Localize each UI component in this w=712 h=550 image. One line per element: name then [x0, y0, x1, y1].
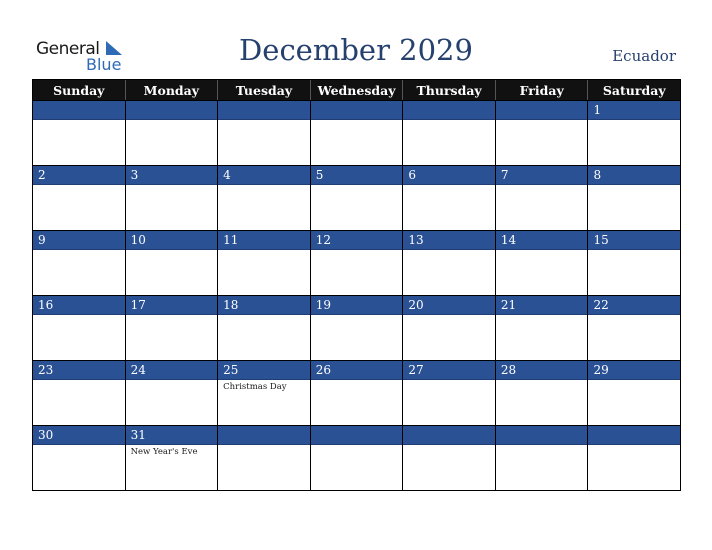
day-cell [588, 101, 680, 165]
day-event [33, 315, 125, 360]
day-cell [126, 101, 219, 165]
day-event [403, 315, 495, 360]
day-cell [311, 166, 404, 230]
day-event [403, 250, 495, 295]
day-number [311, 426, 403, 445]
day-event [33, 185, 125, 230]
day-number: 10 [126, 231, 218, 250]
day-event [403, 185, 495, 230]
weekday-header: Saturday [602, 82, 666, 98]
day-cell [496, 166, 589, 230]
day-event [218, 315, 310, 360]
day-event [588, 380, 680, 425]
day-event: New Year's Eve [130, 447, 198, 457]
day-event [496, 380, 588, 425]
day-event [33, 445, 125, 490]
day-event [33, 120, 125, 165]
day-cell [311, 296, 404, 360]
day-number [496, 101, 588, 120]
day-cell [311, 101, 404, 165]
day-event [126, 315, 218, 360]
day-event [496, 120, 588, 165]
day-event [126, 250, 218, 295]
day-cell [33, 101, 126, 165]
day-number: 25 [218, 361, 310, 380]
day-number [588, 426, 680, 445]
day-number: 26 [311, 361, 403, 380]
day-cell [33, 231, 126, 295]
day-number: 27 [403, 361, 495, 380]
day-cell [126, 231, 219, 295]
day-event [403, 120, 495, 165]
day-event [311, 445, 403, 490]
day-event [403, 380, 495, 425]
day-cell [311, 361, 404, 425]
day-cell [403, 296, 496, 360]
day-event [403, 445, 495, 490]
weekday-header: Sunday [33, 80, 126, 100]
day-event [311, 185, 403, 230]
day-cell [33, 166, 126, 230]
day-number [403, 101, 495, 120]
day-cell [403, 166, 496, 230]
day-number [218, 426, 310, 445]
week-row [32, 296, 681, 361]
day-event [126, 380, 218, 425]
generalblue-logo [36, 38, 136, 74]
day-number: 1 [588, 101, 680, 120]
day-number: 3 [126, 166, 218, 185]
day-cell [218, 231, 311, 295]
day-event [496, 445, 588, 490]
day-cell [496, 101, 589, 165]
day-event [496, 315, 588, 360]
day-cell [311, 231, 404, 295]
day-cell [33, 361, 126, 425]
day-cell [588, 296, 680, 360]
day-cell [218, 361, 311, 425]
day-number: 30 [33, 426, 125, 445]
day-number: 29 [588, 361, 680, 380]
day-cell [496, 426, 589, 490]
day-number: 24 [126, 361, 218, 380]
day-number: 7 [496, 166, 588, 185]
day-number: 23 [33, 361, 125, 380]
day-cell [496, 361, 589, 425]
day-number: 19 [311, 296, 403, 315]
day-number: 18 [218, 296, 310, 315]
day-number [403, 426, 495, 445]
day-number: 20 [403, 296, 495, 315]
day-cell [403, 426, 496, 490]
day-event [218, 120, 310, 165]
day-event [588, 120, 680, 165]
day-number: 21 [496, 296, 588, 315]
day-number: 5 [311, 166, 403, 185]
weekday-header: Wednesday [311, 80, 404, 100]
day-number: 14 [496, 231, 588, 250]
day-event [218, 185, 310, 230]
day-cell [126, 361, 219, 425]
day-cell [496, 231, 589, 295]
day-cell [588, 166, 680, 230]
day-event [311, 380, 403, 425]
day-number: 12 [311, 231, 403, 250]
day-event [311, 120, 403, 165]
day-event [588, 250, 680, 295]
weekday-header: Tuesday [218, 80, 311, 100]
day-cell [218, 101, 311, 165]
weekday-header-row [32, 79, 681, 101]
day-number: 28 [496, 361, 588, 380]
day-cell [218, 426, 311, 490]
day-event [588, 445, 680, 490]
day-number: 4 [218, 166, 310, 185]
weekday-header: Friday [496, 80, 589, 100]
day-event [496, 185, 588, 230]
day-number: 2 [33, 166, 125, 185]
weekday-header: Monday [126, 80, 219, 100]
day-number [126, 101, 218, 120]
day-event [126, 185, 218, 230]
day-event [588, 185, 680, 230]
day-event [311, 250, 403, 295]
weekday-header: Thursday [403, 80, 496, 100]
day-number: 6 [403, 166, 495, 185]
country-label: Ecuador [612, 47, 676, 65]
day-number: 11 [218, 231, 310, 250]
day-number: 31 [126, 426, 218, 445]
day-number: 8 [588, 166, 680, 185]
day-cell [588, 426, 680, 490]
day-cell [126, 426, 219, 490]
day-event [218, 445, 310, 490]
logo-text-blue: Blue [86, 55, 122, 74]
calendar-grid [32, 79, 681, 491]
day-cell [311, 426, 404, 490]
day-event [588, 315, 680, 360]
day-number [33, 101, 125, 120]
day-number [311, 101, 403, 120]
week-row [32, 231, 681, 296]
day-number: 13 [403, 231, 495, 250]
day-event [218, 250, 310, 295]
day-number [496, 426, 588, 445]
day-cell [33, 426, 126, 490]
week-row [32, 166, 681, 231]
logo-text-general: General [36, 39, 100, 59]
day-cell [126, 166, 219, 230]
week-row [32, 101, 681, 166]
day-cell [33, 296, 126, 360]
day-number: 9 [33, 231, 125, 250]
week-row [32, 361, 681, 426]
day-cell [403, 361, 496, 425]
day-event [126, 120, 218, 165]
day-cell [218, 166, 311, 230]
day-cell [588, 231, 680, 295]
calendar-title: December 2029 [239, 33, 473, 67]
day-event [33, 250, 125, 295]
day-number: 17 [126, 296, 218, 315]
weeks-container [32, 101, 681, 491]
day-number: 22 [588, 296, 680, 315]
day-event [496, 250, 588, 295]
day-number: 16 [33, 296, 125, 315]
day-number [218, 101, 310, 120]
day-cell [403, 101, 496, 165]
day-cell [218, 296, 311, 360]
day-number: 15 [588, 231, 680, 250]
day-cell [588, 361, 680, 425]
day-event [33, 380, 125, 425]
day-cell [126, 296, 219, 360]
day-event: Christmas Day [223, 382, 287, 392]
day-cell [403, 231, 496, 295]
week-row [32, 426, 681, 491]
day-event [311, 315, 403, 360]
day-cell [496, 296, 589, 360]
